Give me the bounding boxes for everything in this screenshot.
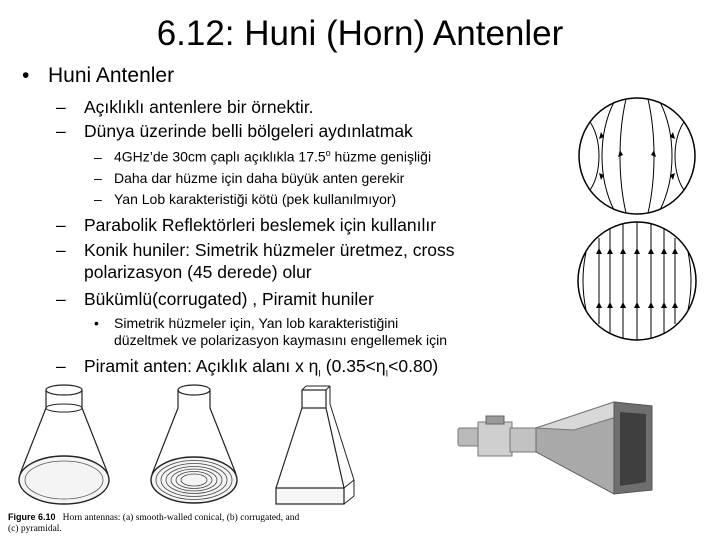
- dash-icon: –: [56, 356, 66, 376]
- horn-field-lines-curved-diagram: [572, 94, 702, 218]
- dash-icon: –: [94, 148, 102, 165]
- sub-bullet-symmetric: • Simetrik hüzmeler için, Yan lob karakteristiğini: [94, 315, 399, 331]
- bullet-pyramidal: – Piramit anten: Açıklık alanı x $\eta_I$ $(0.35<\eta_I<0.80)$: [56, 356, 439, 379]
- sub-bullet-symmetric-cont: düzeltmek ve polarizasyon kaymasını engellemek için: [114, 332, 448, 348]
- figure-caption: Figure 6.10 Horn antennas: (a) smooth-walled conical, (b) corrugated, and (c) pyramidal.: [8, 512, 300, 534]
- dash-icon: –: [94, 170, 102, 186]
- pyramidal-horn-drawing: [262, 384, 362, 512]
- bullet-icon: •: [22, 64, 30, 87]
- sub-bullet-narrow-beam: – Daha dar hüzme için daha büyük anten gerekir: [94, 170, 405, 186]
- dash-icon: –: [56, 240, 66, 260]
- horn-field-lines-straight-diagram: [572, 218, 702, 344]
- smooth-conical-horn-drawing: [10, 382, 120, 510]
- figure-label: Figure 6.10: [8, 512, 56, 522]
- sub-bullet-beamwidth: – 4GHz’de 30cm çaplı açıklıkla 17.5$^o$ hüzme genişliği: [94, 148, 432, 165]
- bullet-corrugated: – Bükümlü(corrugated) , Piramit huniler: [56, 289, 374, 309]
- dash-icon: –: [56, 289, 66, 309]
- bullet-icon: •: [94, 315, 99, 331]
- pyramidal-horn-photo: [452, 398, 714, 500]
- bullet-parabolic: – Parabolik Reflektörleri beslemek için kullanılır: [56, 215, 437, 235]
- bullet-horn-antennas: • Huni Antenler: [22, 64, 175, 87]
- corrugated-horn-drawing: [140, 382, 250, 510]
- sub-bullet-sidelobe: – Yan Lob karakteristiği kötü (pek kullanılmıyor): [94, 191, 397, 207]
- bullet-conical-cont: polarizasyon (45 derede) olur: [84, 262, 312, 282]
- bullet-conical: – Konik huniler: Simetrik hüzmeler üretmez, cross: [56, 240, 455, 260]
- bullet-illuminate: – Dünya üzerinde belli bölgeleri aydınlatmak: [56, 121, 413, 141]
- page-title: 6.12: Huni (Horn) Antenler: [156, 14, 564, 53]
- dash-icon: –: [56, 215, 66, 235]
- dash-icon: –: [94, 191, 102, 207]
- dash-icon: –: [56, 121, 66, 141]
- bullet-aperture: – Açıklıklı antenlere bir örnektir.: [56, 97, 314, 117]
- dash-icon: –: [56, 97, 66, 117]
